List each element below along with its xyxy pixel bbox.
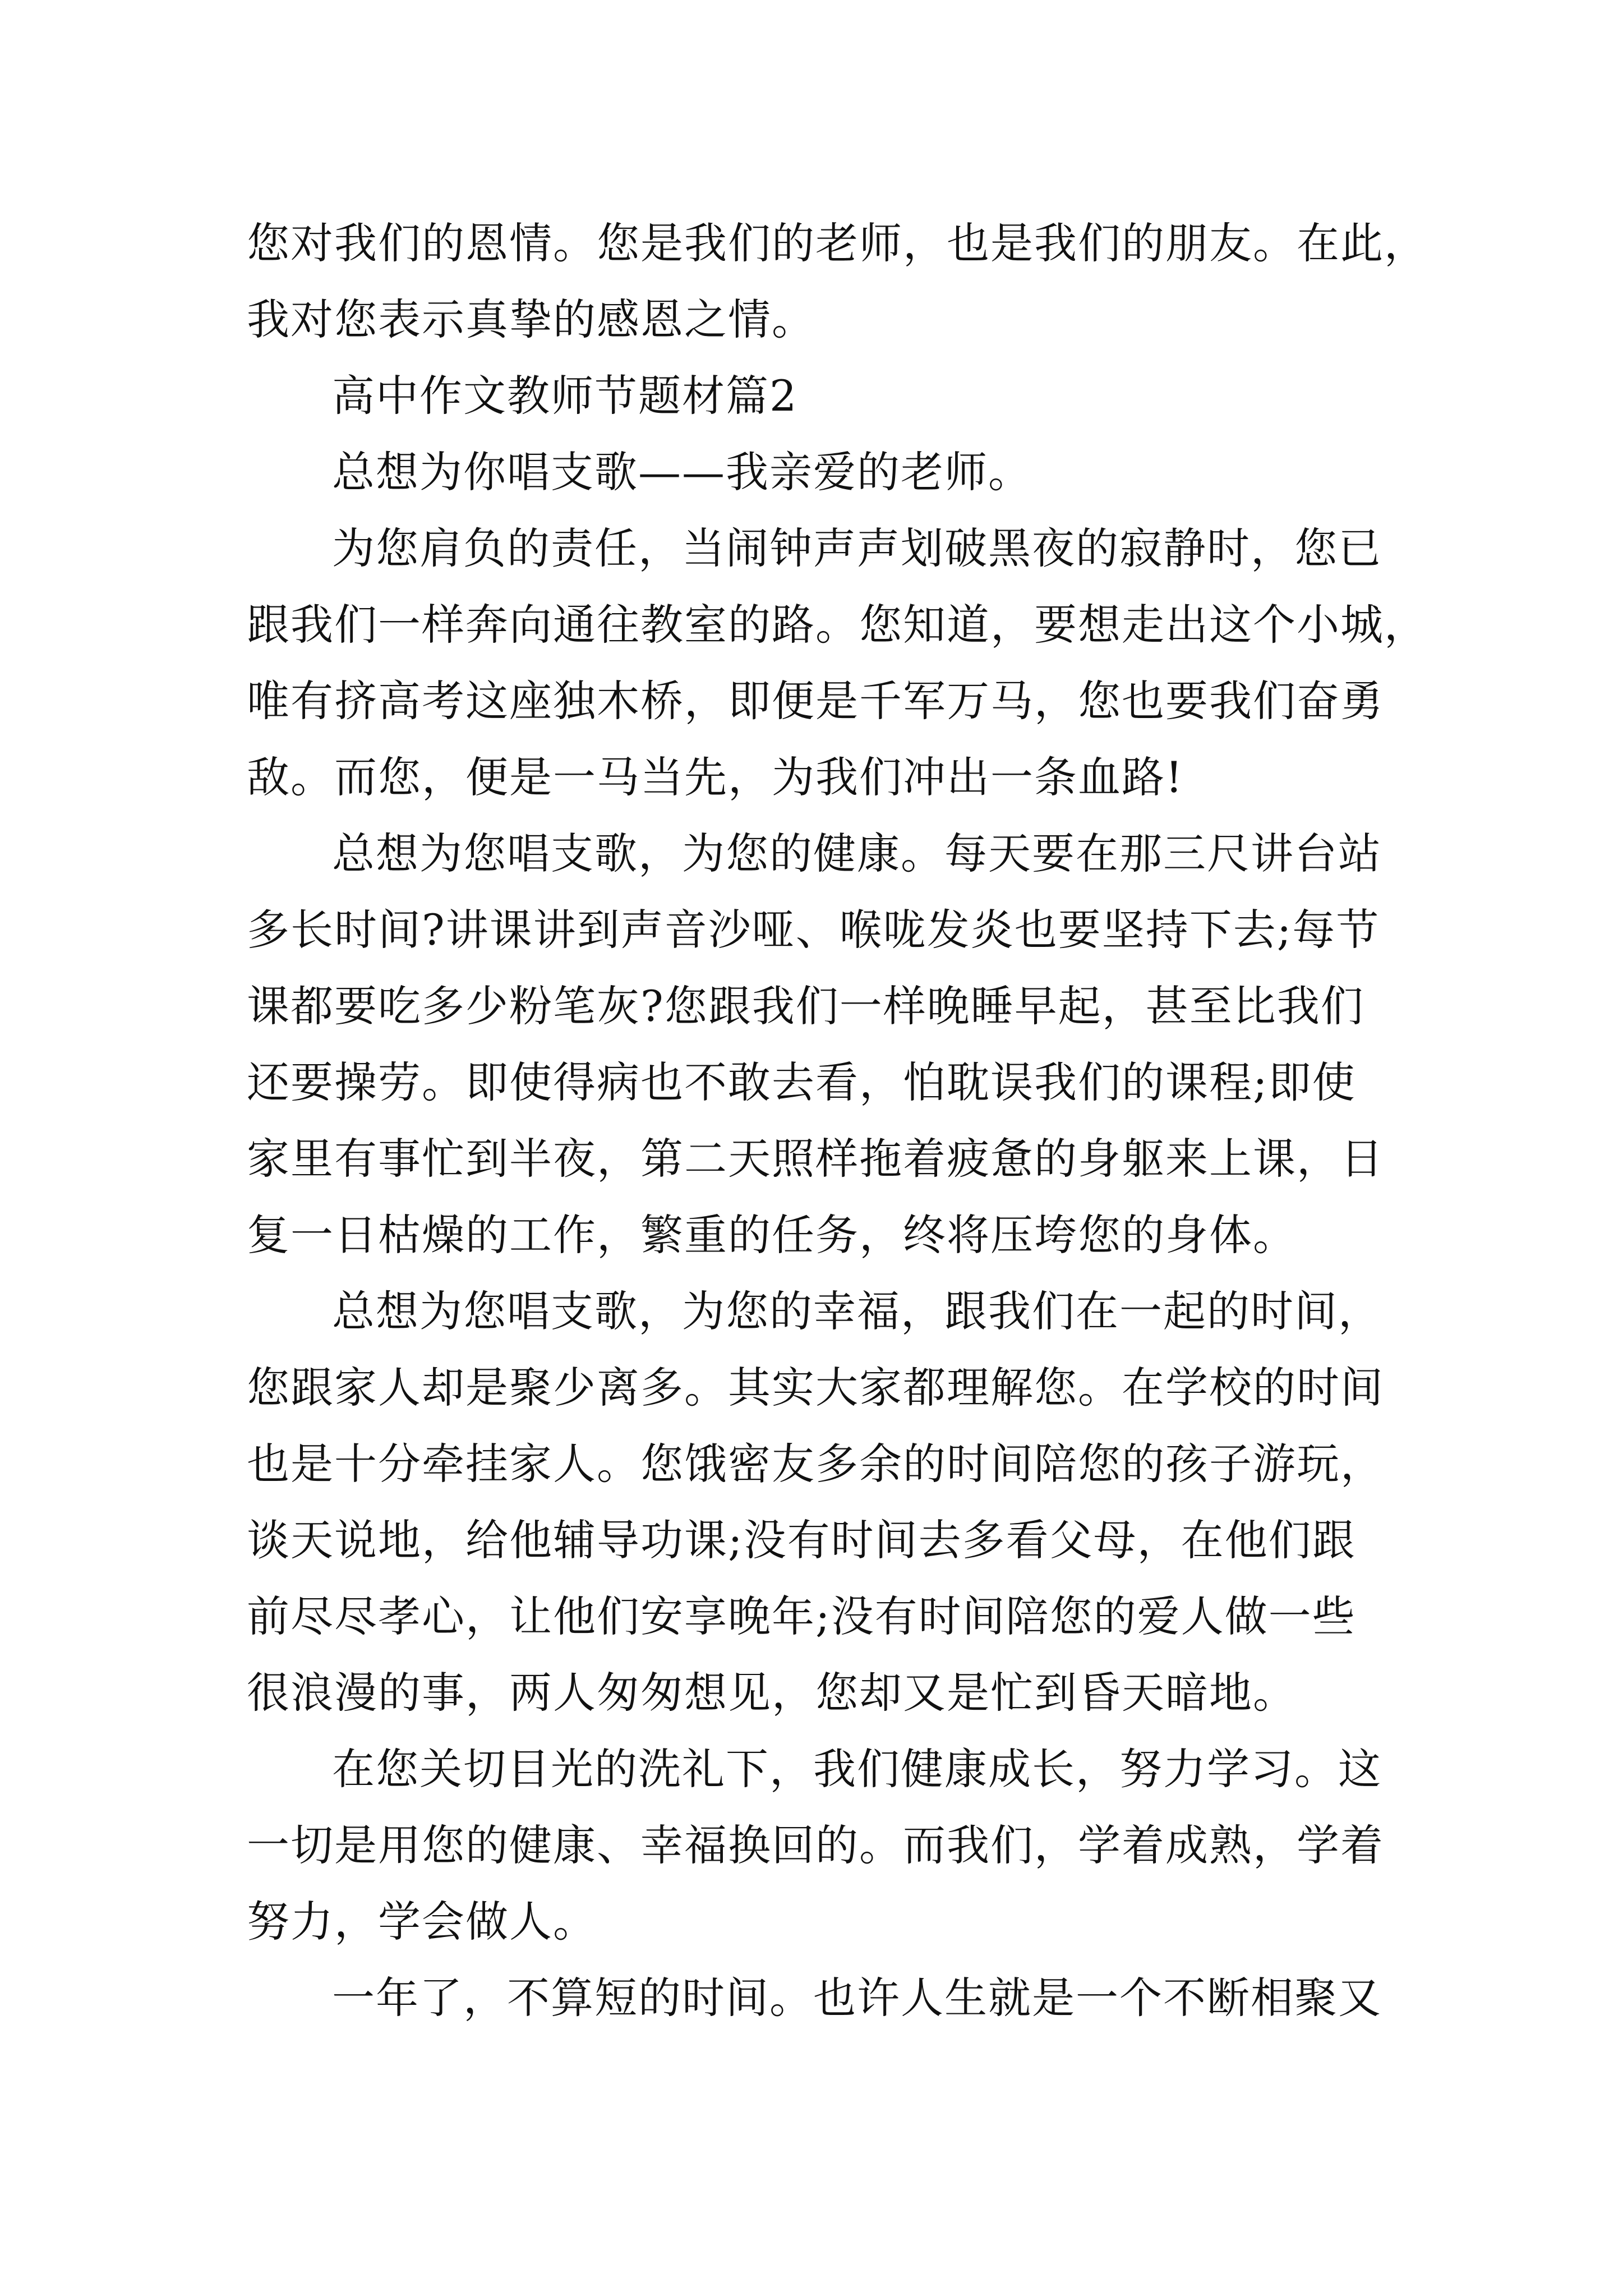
text-line: 您跟家人却是聚少离多。其实大家都理解您。在学校的时间	[247, 1363, 1384, 1412]
text-line: 我对您表示真挚的感恩之情。	[247, 295, 815, 344]
text-line: 课都要吃多少粉笔灰?您跟我们一样晚睡早起，甚至比我们	[247, 981, 1364, 1031]
text-line: 复一日枯燥的工作，繁重的任务，终将压垮您的身体。	[247, 1210, 1297, 1260]
text-line: 很浪漫的事，两人匆匆想见，您却又是忙到昏天暗地。	[247, 1668, 1297, 1718]
text-line: 还要操劳。即使得病也不敢去看，怕耽误我们的课程;即使	[247, 1057, 1356, 1107]
text-line: 您对我们的恩情。您是我们的老师，也是我们的朋友。在此，	[247, 218, 1428, 268]
text-line: 多长时间?讲课讲到声音沙哑、喉咙发炎也要坚持下去;每节	[247, 905, 1380, 955]
text-line: 一年了，不算短的时间。也许人生就是一个不断相聚又	[332, 1973, 1382, 2023]
text-line: 家里有事忙到半夜，第二天照样拖着疲惫的身躯来上课，日	[247, 1134, 1384, 1184]
section-heading: 高中作文教师节题材篇2	[332, 371, 798, 421]
text-line: 在您关切目光的洗礼下，我们健康成长，努力学习。这	[332, 1744, 1382, 1794]
text-line: 敌。而您，便是一马当先，为我们冲出一条血路!	[247, 752, 1184, 802]
text-line: 跟我们一样奔向通往教室的路。您知道，要想走出这个小城，	[247, 600, 1428, 650]
text-line: 唯有挤高考这座独木桥，即便是千军万马，您也要我们奋勇	[247, 676, 1384, 726]
text-line: 总想为你唱支歌——我亲爱的老师。	[332, 447, 1032, 497]
text-line: 前尽尽孝心，让他们安享晚年;没有时间陪您的爱人做一些	[247, 1591, 1356, 1641]
text-line: 总想为您唱支歌，为您的幸福，跟我们在一起的时间，	[332, 1286, 1382, 1336]
text-line: 一切是用您的健康、幸福换回的。而我们，学着成熟，学着	[247, 1820, 1384, 1870]
text-line: 也是十分牵挂家人。您饿密友多余的时间陪您的孩子游玩，	[247, 1439, 1384, 1489]
text-line: 努力，学会做人。	[247, 1897, 597, 1947]
text-line: 谈天说地，给他辅导功课;没有时间去多看父母，在他们跟	[247, 1515, 1356, 1565]
text-line: 为您肩负的责任，当闹钟声声划破黑夜的寂静时，您已	[332, 523, 1382, 573]
text-line: 总想为您唱支歌，为您的健康。每天要在那三尺讲台站	[332, 829, 1382, 878]
